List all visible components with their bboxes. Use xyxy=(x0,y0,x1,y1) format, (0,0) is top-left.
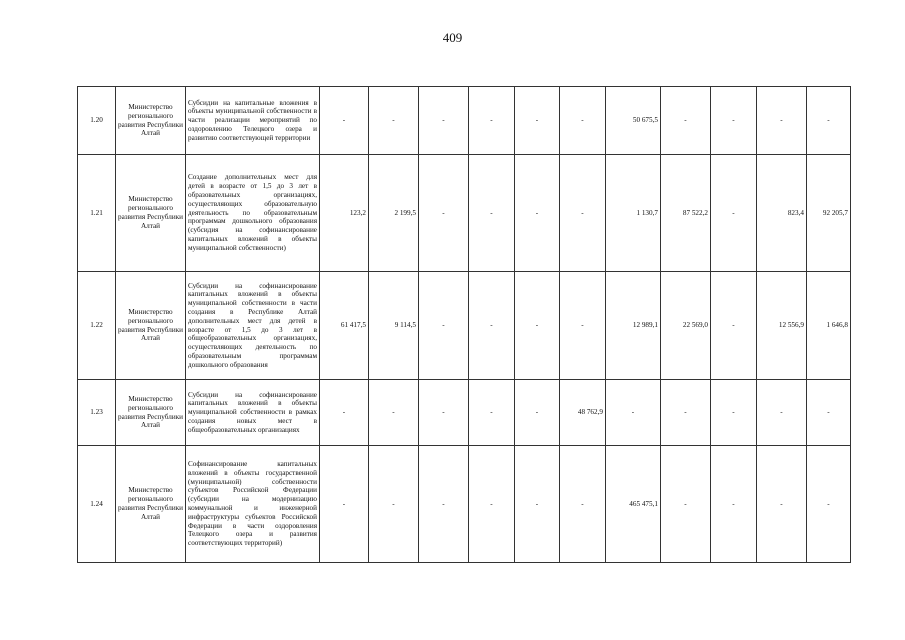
value-cell: - xyxy=(711,272,757,380)
value-cell: - xyxy=(606,380,661,446)
value-cell: - xyxy=(661,380,711,446)
value-cell: - xyxy=(757,87,807,155)
table-row xyxy=(78,272,851,380)
value-cell: - xyxy=(807,446,851,563)
value-cell: - xyxy=(369,380,419,446)
value-cell: - xyxy=(711,155,757,272)
value-cell: 12 556,9 xyxy=(757,272,807,380)
value-cell: - xyxy=(419,87,469,155)
value-cell: - xyxy=(369,446,419,563)
row-description: Субсидии на софинансирование капитальных вложений в объекты муниципальной собственности в части создания в Республике Алтай дополнительных мест для детей в возрасте от 1,5 до 3 лет в общеобразовательных организациях, осуществляющих деятельность по образовательным программам дошкольного образования xyxy=(186,272,320,380)
table-row xyxy=(78,380,851,446)
table-row xyxy=(78,155,851,272)
value-cell: - xyxy=(807,87,851,155)
value-cell: 465 475,1 xyxy=(606,446,661,563)
value-cell: - xyxy=(320,380,369,446)
value-cell: 1 130,7 xyxy=(606,155,661,272)
value-cell: - xyxy=(711,380,757,446)
row-organization: Министерство регионального развития Республики Алтай xyxy=(116,380,186,446)
value-cell: 123,2 xyxy=(320,155,369,272)
page-number: 409 xyxy=(442,30,463,45)
value-cell: - xyxy=(515,272,560,380)
value-cell: - xyxy=(469,272,515,380)
table-body xyxy=(78,87,851,563)
value-cell: 2 199,5 xyxy=(369,155,419,272)
value-cell: - xyxy=(560,446,606,563)
row-number: 1.24 xyxy=(78,446,116,563)
table-row xyxy=(78,446,851,563)
value-cell: - xyxy=(419,380,469,446)
row-organization: Министерство регионального развития Республики Алтай xyxy=(116,87,186,155)
value-cell: 1 646,8 xyxy=(807,272,851,380)
value-cell: - xyxy=(469,87,515,155)
value-cell: - xyxy=(711,446,757,563)
row-organization: Министерство регионального развития Республики Алтай xyxy=(116,446,186,563)
row-number: 1.22 xyxy=(78,272,116,380)
value-cell: - xyxy=(419,272,469,380)
value-cell: - xyxy=(807,380,851,446)
value-cell: - xyxy=(515,380,560,446)
value-cell: - xyxy=(320,87,369,155)
value-cell: - xyxy=(469,155,515,272)
row-description: Субсидии на софинансирование капитальных вложений в объекты муниципальной собственности в рамках создания новых мест в общеобразовательных организациях xyxy=(186,380,320,446)
value-cell: 22 569,0 xyxy=(661,272,711,380)
value-cell: 92 205,7 xyxy=(807,155,851,272)
table-row xyxy=(78,87,851,155)
value-cell: 50 675,5 xyxy=(606,87,661,155)
row-description: Субсидии на капитальные вложения в объекты муниципальной собственности в части реализации мероприятий по оздоровлению Телецкого озера и развитию соответствующей территории xyxy=(186,87,320,155)
row-number: 1.23 xyxy=(78,380,116,446)
value-cell: - xyxy=(515,155,560,272)
row-organization: Министерство регионального развития Республики Алтай xyxy=(116,272,186,380)
value-cell: - xyxy=(757,446,807,563)
row-number: 1.21 xyxy=(78,155,116,272)
value-cell: - xyxy=(560,87,606,155)
value-cell: 61 417,5 xyxy=(320,272,369,380)
budget-table xyxy=(77,86,851,563)
value-cell: 12 989,1 xyxy=(606,272,661,380)
value-cell: - xyxy=(515,87,560,155)
row-organization: Министерство регионального развития Республики Алтай xyxy=(116,155,186,272)
value-cell: - xyxy=(419,446,469,563)
value-cell: - xyxy=(515,446,560,563)
row-number: 1.20 xyxy=(78,87,116,155)
value-cell: - xyxy=(320,446,369,563)
row-description: Создание дополнительных мест для детей в возрасте от 1,5 до 3 лет в образовательных организациях, осуществляющих образовательную деятельность по образовательным программам дошкольного образования (субсидия на софинансирование капитальных вложений в объекты муниципальной собственности) xyxy=(186,155,320,272)
value-cell: 87 522,2 xyxy=(661,155,711,272)
value-cell: - xyxy=(419,155,469,272)
value-cell: - xyxy=(757,380,807,446)
value-cell: - xyxy=(661,87,711,155)
value-cell: 823,4 xyxy=(757,155,807,272)
value-cell: - xyxy=(469,380,515,446)
value-cell: 9 114,5 xyxy=(369,272,419,380)
value-cell: 48 762,9 xyxy=(560,380,606,446)
value-cell: - xyxy=(369,87,419,155)
row-description: Софинансирование капитальных вложений в объекты государственной (муниципальной) собственности субъектов Российской Федерации (субсидии на модернизацию коммунальной и инженерной инфраструктуры субъектов Российской Федерации в части оздоровления Телецкого озера и развития соответствующих территорий) xyxy=(186,446,320,563)
value-cell: - xyxy=(560,272,606,380)
value-cell: - xyxy=(661,446,711,563)
value-cell: - xyxy=(560,155,606,272)
value-cell: - xyxy=(711,87,757,155)
value-cell: - xyxy=(469,446,515,563)
